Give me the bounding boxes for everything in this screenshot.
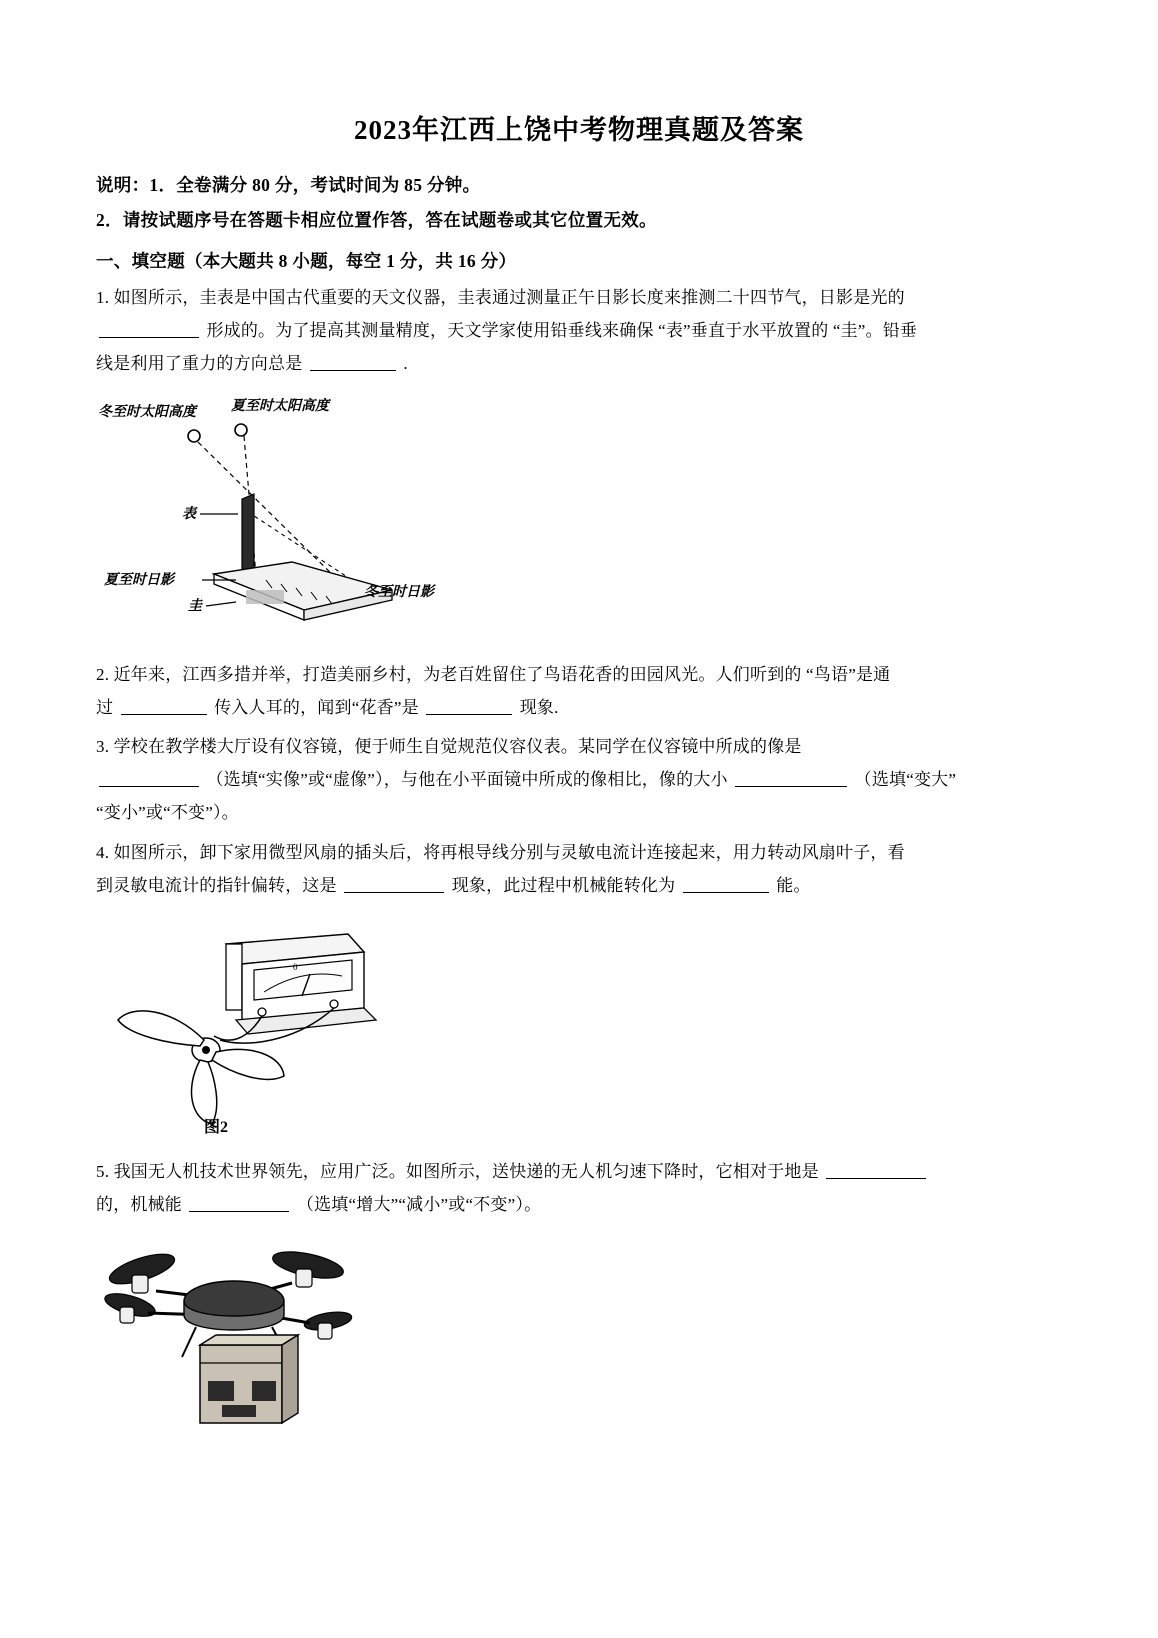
exam-note-2: 2．请按试题序号在答题卡相应位置作答，答在试题卷或其它位置无效。 — [96, 210, 657, 231]
motor-right-front — [318, 1323, 332, 1339]
page-title: 2023年江西上饶中考物理真题及答案 — [354, 115, 804, 145]
answer-blank[interactable] — [344, 875, 444, 893]
question-4-number: 4. — [96, 842, 110, 862]
figure-2-caption: 图2 — [204, 1118, 229, 1136]
figure-fan — [96, 916, 1062, 1141]
meter-zero-mark: 0 — [293, 961, 298, 972]
label-summer-shadow: 夏至时日影 — [104, 572, 174, 588]
answer-blank[interactable] — [121, 697, 207, 715]
question-3-text-a: 学校在教学楼大厅设有仪容镜，便于师生自觉规范仪容仪表。某同学在仪容镜中所成的像是 — [113, 737, 802, 757]
question-3-text-b: （选填“实像”或“虚像”），与他在小平面镜中所成的像相比，像的大小 — [206, 770, 728, 790]
question-3-text-c: （选填“变大” — [854, 770, 957, 790]
winter-sun-icon — [188, 430, 200, 442]
question-2-number: 2. — [96, 664, 110, 684]
question-2-text-d: 现象. — [519, 698, 559, 718]
question-3-number: 3. — [96, 737, 110, 757]
question-5-number: 5. — [96, 1161, 110, 1181]
question-1 — [96, 281, 1062, 380]
question-4 — [96, 836, 1062, 902]
answer-blank[interactable] — [310, 353, 396, 371]
question-2-text-b: 过 — [96, 698, 114, 718]
gnomon-pillar — [242, 494, 254, 580]
galvanometer-left-side — [226, 944, 242, 1010]
fan-blade-1 — [118, 1011, 204, 1046]
package-barcode — [222, 1405, 256, 1417]
section-heading: 一、填空题（本大题共 8 小题，每空 1 分，共 16 分） — [96, 250, 517, 271]
question-3-text-d: “变小”或“不变”）。 — [96, 803, 239, 823]
figure-gui-biao — [96, 394, 1062, 644]
motor-left-front — [120, 1307, 134, 1323]
question-3 — [96, 730, 1062, 829]
answer-blank[interactable] — [426, 697, 512, 715]
question-4-text-b: 到灵敏电流计的指针偏转，这是 — [96, 875, 337, 895]
fan-blade-2 — [212, 1049, 284, 1079]
label-winter-shadow: 冬至时日影 — [364, 584, 434, 600]
question-4-text-c: 现象，此过程中机械能转化为 — [451, 875, 676, 895]
question-5-text-c: （选填“增大”“减小”或“不变”）。 — [296, 1195, 542, 1215]
figure-drone — [96, 1235, 1062, 1455]
landing-leg-left — [182, 1327, 196, 1357]
fan-hub-center — [202, 1046, 210, 1054]
question-1-number: 1. — [96, 287, 110, 307]
package-label-left — [208, 1381, 234, 1401]
summer-sun-icon — [235, 424, 247, 436]
answer-blank[interactable] — [735, 769, 847, 787]
package-label-right — [252, 1381, 276, 1401]
label-winter-sun-height: 冬至时太阳高度 — [98, 404, 196, 420]
motor-right-rear — [296, 1269, 312, 1287]
leader-gui — [206, 602, 236, 606]
question-2-text-a: 近年来，江西多措并举，打造美丽乡村，为老百姓留住了鸟语花香的田园风光。人们听到的 “鸟语”是通 — [113, 664, 891, 684]
question-1-text-c: 线是利用了重力的方向总是 — [96, 353, 303, 373]
fan-blade-3 — [191, 1060, 216, 1124]
label-biao: 表 — [182, 506, 196, 522]
question-4-text-a: 如图所示，卸下家用微型风扇的插头后，将再根导线分别与灵敏电流计连接起来，用力转动风扇叶子，看 — [113, 842, 905, 862]
answer-blank[interactable] — [683, 875, 769, 893]
package-side — [282, 1335, 298, 1423]
question-5-text-a: 我国无人机技术世界领先，应用广泛。如图所示，送快递的无人机匀速下降时，它相对于地是 — [113, 1161, 819, 1181]
question-4-text-d: 能。 — [776, 875, 811, 895]
answer-blank[interactable] — [99, 320, 199, 338]
label-gui: 圭 — [188, 598, 202, 614]
gui-biao-diagram — [96, 394, 516, 644]
question-2 — [96, 658, 1062, 724]
drone-diagram — [96, 1235, 396, 1455]
question-5 — [96, 1155, 1062, 1221]
fan-galvanometer-diagram — [96, 916, 426, 1141]
question-5-text-b: 的，机械能 — [96, 1195, 182, 1215]
label-summer-sun-height: 夏至时太阳高度 — [231, 398, 329, 414]
question-2-text-c: 传入人耳的，闻到“花香”是 — [214, 698, 419, 718]
question-1-text-d: . — [403, 353, 408, 373]
exam-note-1: 说明：1．全卷满分 80 分，考试时间为 85 分钟。 — [96, 175, 481, 195]
answer-blank[interactable] — [826, 1161, 926, 1179]
answer-blank[interactable] — [99, 769, 199, 787]
question-1-text-a: 如图所示，圭表是中国古代重要的天文仪器，圭表通过测量正午日影长度来推测二十四节气，日影是光的 — [113, 287, 905, 307]
question-1-text-b: 形成的。为了提高其测量精度，天文学家使用铅垂线来确保 “表”垂直于水平放置的 “圭”。铅垂 — [206, 320, 918, 340]
answer-blank[interactable] — [189, 1194, 289, 1212]
motor-left-rear — [132, 1275, 148, 1293]
shadow-smudge — [246, 590, 284, 604]
